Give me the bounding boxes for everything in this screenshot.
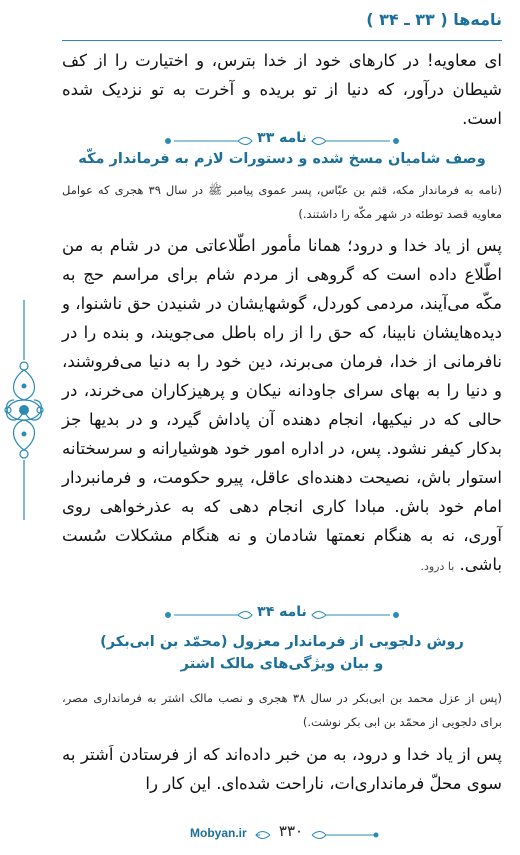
site-logo: Mobyan.ir [190, 826, 247, 840]
letter-33-title: وصف شامیان مسخ شده و دستورات لازم به فرماندار مکّه [78, 151, 486, 167]
header-title: نامه‌ها ( ۳۳ ـ ۳۴ ) [366, 10, 502, 29]
page-number: ۳۳۰ [278, 822, 304, 840]
margin-ornament-icon [0, 300, 48, 520]
page-header [62, 4, 502, 41]
letter-34-heading [62, 603, 502, 627]
letter-34-title-line1: روش دلجویی از فرماندار معزول (محمّد بن ابی‌بکر) [100, 634, 464, 650]
letter-33-heading [62, 129, 502, 153]
letter-34-note: (پس از عزل محمد بن ابی‌بکر در سال ۳۸ هجری و نصب مالک اشتر به فرمانداری مصر، برای دلجویی از محمّد بن ابی بکر نوشت.) [62, 691, 502, 729]
intro-paragraph: ای معاویه! در کارهای خود از خدا بترس، و اختیارت را از کف شیطان درآور، که دنیا از تو بریده و آخرت به تو نزدیک شده است. [62, 51, 502, 128]
letter-34-label: نامه ۳۴ [257, 604, 307, 620]
page-footer [190, 820, 380, 850]
letter-33-body [62, 231, 502, 581]
letter-33-label: نامه ۳۳ [257, 130, 307, 146]
letter-33-note: (نامه به فرماندار مکه، قثم بن عبّاس، پسر عموی پیامبر ﷺ در سال ۳۹ هجری که عوامل معاویه قصد توطئه در شهر مکّه را داشتند.) [62, 183, 502, 221]
letter-33-sign: با درود. [420, 560, 455, 573]
letter-33-text: پس از یاد خدا و درود؛ همانا مأمور اطّلاعاتی من در شام به من اطّلاع داده است که گروهی از مردم شام برای مراسم حج به مکّه می‌آیند، مردمی کوردل، گوشهایشان در شنیدن حق ناشنوا، و دیده‌هایشان نابینا، که حق را از راه باطل می‌جویند، و بنده را در نافرمانی از خدا، فرمان می‌برند، دین خود را به دنیا می‌فروشند، و دنیا را به بهای سرای جاودانه نیکان و پرهیزکاران می‌خرند، در حالی که در نیکیها، انجام دهنده آن پاداش گیرد، و در بدیها جز بدکار کیفر نشود. پس، در اداره امور خود هوشیارانه و سرسختانه استوار باش، نصیحت دهنده‌ای عاقل، پیرو حکومت، و فرمانبردار امام خود باش. مبادا کاری انجام دهی که به عذرخواهی روی آوری، نه به هنگام نعمتها شادمان و نه هنگام مشکلات سُست باشی. [62, 236, 502, 574]
letter-34-body: پس از یاد خدا و درود، به من خبر داده‌اند که از فرستادن اَشتر به سوی محلّ فرمانداری‌ات، ناراحت شده‌ای. این کار را [62, 745, 502, 793]
letter-34-title-line2: و بیان ویژگی‌های مالک اشتر [180, 656, 384, 672]
